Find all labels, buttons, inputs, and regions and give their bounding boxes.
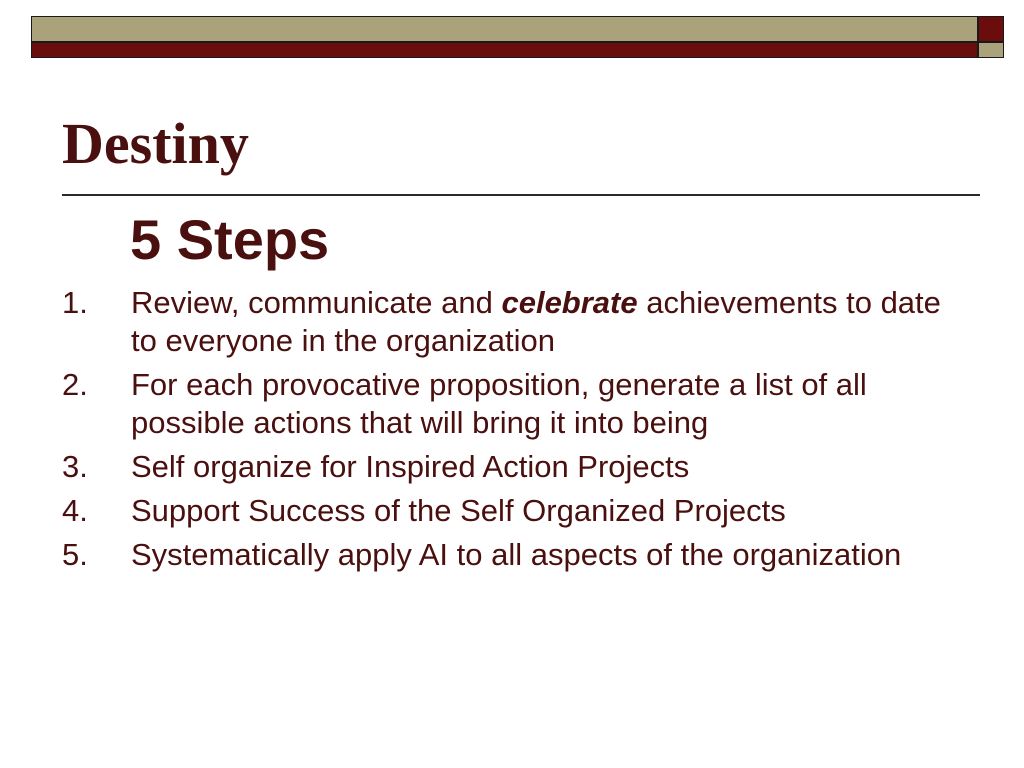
list-item bbox=[62, 536, 962, 574]
step-text-before: Review, communicate and bbox=[131, 285, 502, 320]
list-item bbox=[62, 284, 962, 360]
step-text: Support Success of the Self Organized Projects bbox=[131, 493, 786, 528]
step-text: For each provocative proposition, generate a list of all possible actions that will bring it into being bbox=[131, 367, 867, 440]
step-text: Systematically apply AI to all aspects of the organization bbox=[131, 537, 902, 572]
step-text-after: achievements to date to everyone in the organization bbox=[131, 285, 941, 358]
slide-title: Destiny bbox=[62, 111, 249, 176]
step-text: Self organize for Inspired Action Projects bbox=[131, 449, 690, 484]
step-number: 4. bbox=[62, 493, 88, 528]
step-number: 5. bbox=[62, 537, 88, 572]
corner-olive-square bbox=[978, 42, 1004, 58]
list-item bbox=[62, 366, 962, 442]
title-divider bbox=[62, 194, 980, 196]
banner-maroon-bar bbox=[31, 42, 978, 58]
slide-subheading: 5 Steps bbox=[130, 208, 330, 271]
step-number: 3. bbox=[62, 449, 88, 484]
banner-olive-bar bbox=[31, 16, 978, 42]
step-number: 1. bbox=[62, 285, 88, 320]
corner-maroon-square bbox=[978, 16, 1004, 42]
step-number: 2. bbox=[62, 367, 88, 402]
step-emphasis: celebrate bbox=[501, 285, 638, 320]
list-item bbox=[62, 448, 962, 486]
list-item bbox=[62, 492, 962, 530]
step-text bbox=[131, 285, 941, 358]
steps-list bbox=[62, 284, 962, 580]
